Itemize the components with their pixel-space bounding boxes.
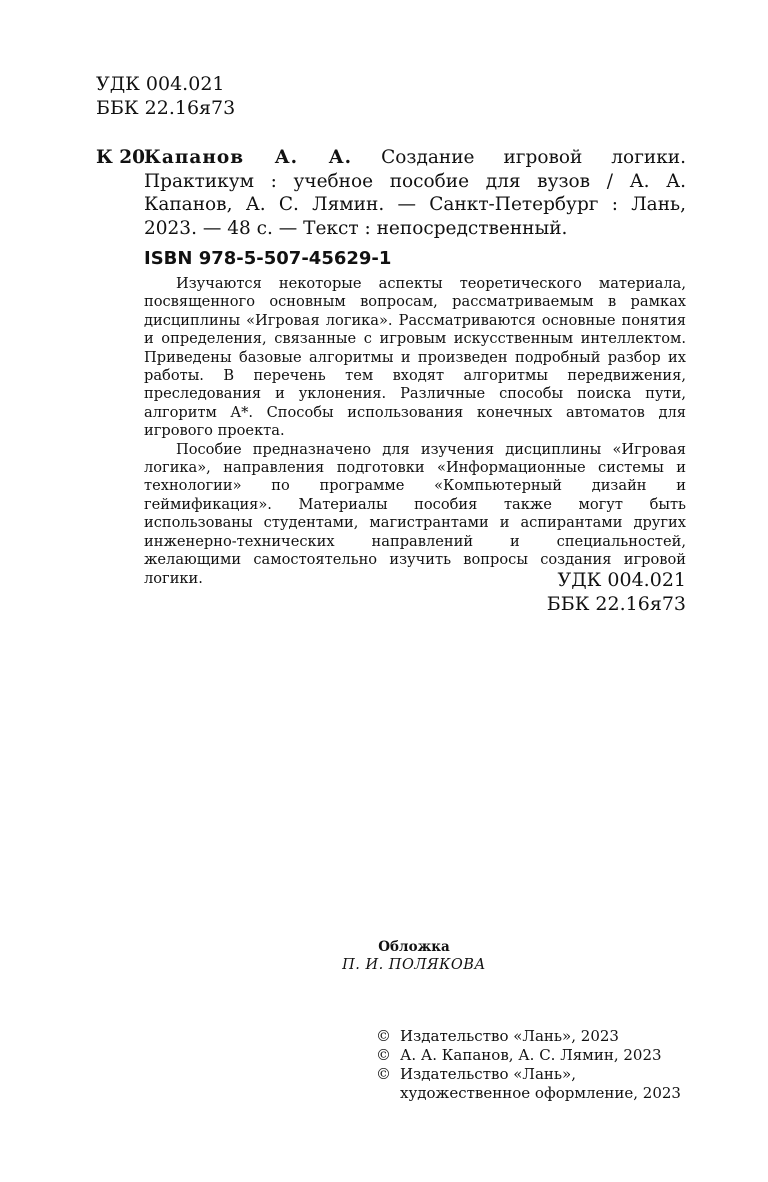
classification-header — [96, 72, 235, 120]
bbk-code: ББК 22.16я73 — [546, 593, 686, 615]
copyright-text: А. А. Капанов, А. С. Лямин, 2023 — [400, 1046, 662, 1064]
copyright-line — [376, 1046, 681, 1065]
copyright-text: Издательство «Лань», 2023 — [400, 1027, 619, 1045]
title-and-publication: Создание игровой логики. Практикум : учебное пособие для вузов / А. А. Капанов, А. С. Лямин. — Санкт-Петербург : Лань, 2023. — 48 с. — Текст : непосредственный. — [144, 147, 686, 239]
copyright-text-line: художественное оформление, 2023 — [400, 1084, 681, 1102]
udk-code: УДК 004.021 — [96, 73, 225, 95]
abstract — [144, 275, 686, 588]
copyright-icon: © — [376, 1065, 391, 1083]
copyright-text — [400, 1065, 681, 1103]
copyright-line — [376, 1027, 681, 1046]
cover-designer: П. И. ПОЛЯКОВА — [342, 957, 486, 973]
copyright-block — [376, 1027, 681, 1103]
author-mark: К 20 — [96, 147, 146, 168]
cover-label: Обложка — [378, 939, 450, 955]
abstract-paragraph: Пособие предназначено для изучения дисциплины «Игровая логика», направления подготовки «Информационные системы и технологии» по программе «Компьютерный дизайн и геймификация». Материалы пособия также могут быть использованы студентами, магистрантами и аспирантами других инженерно-технических направлений и специальностей, желающими самостоятельно изучить вопросы создания игровой логики. — [144, 440, 686, 587]
isbn: ISBN 978-5-507-45629-1 — [144, 248, 392, 269]
cover-credit — [0, 938, 768, 974]
copyright-text-line: Издательство «Лань», — [400, 1065, 577, 1083]
copyright-icon: © — [376, 1027, 391, 1045]
bibliographic-description — [144, 146, 686, 240]
bibliographic-entry — [96, 146, 686, 240]
abstract-paragraph: Изучаются некоторые аспекты теоретического материала, посвященного основным вопросам, рассматриваемым в рамках дисциплины «Игровая логика». Рассматриваются основные понятия и определения, связанные с игровым искусственным интеллектом. Приведены базовые алгоритмы и произведен подробный разбор их работы. В перечень тем входят алгоритмы передвижения, преследования и уклонения. Различные способы поиска пути, алгоритм A*. Способы использования конечных автоматов для игрового проекта. — [144, 275, 686, 440]
udk-code: УДК 004.021 — [557, 569, 686, 591]
bbk-code: ББК 22.16я73 — [96, 97, 236, 119]
copyright-icon: © — [376, 1046, 391, 1064]
copyright-line — [376, 1065, 681, 1103]
author-name: Капанов А. А. — [144, 147, 353, 168]
classification-footer — [547, 568, 686, 616]
